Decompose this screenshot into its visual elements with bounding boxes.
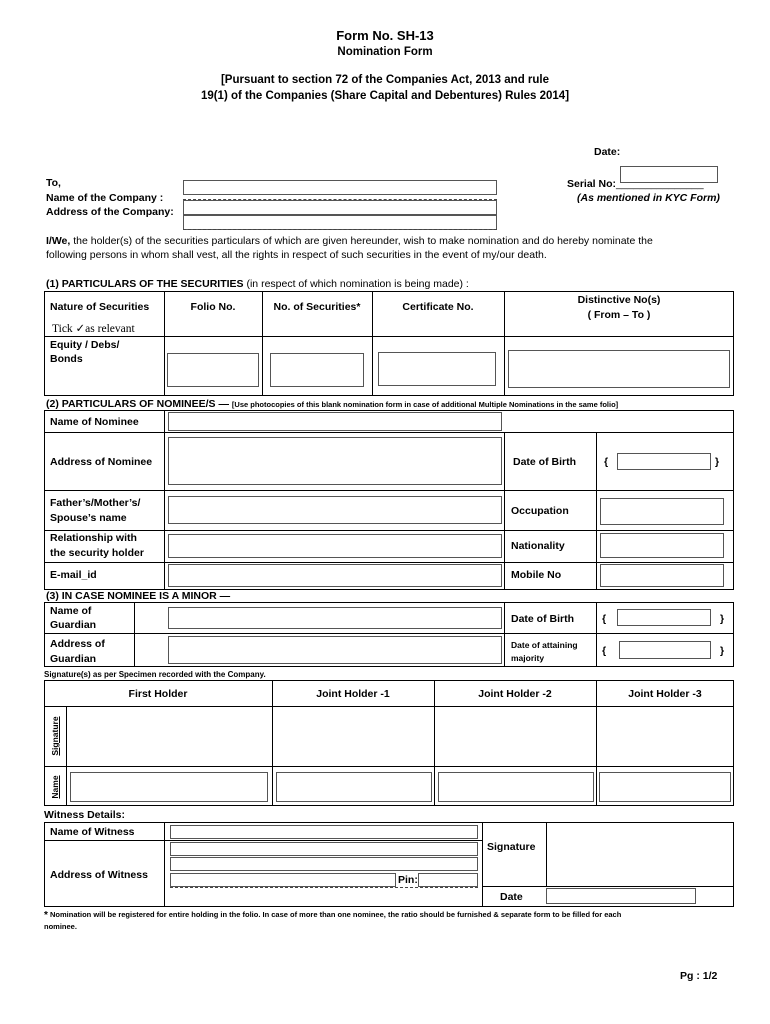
joint-holder-3-header: Joint Holder -3	[628, 688, 702, 700]
minor-mid-divider	[504, 602, 505, 667]
witness-right-divider	[546, 822, 547, 886]
footer-note-text: Nomination will be registered for entire holding in the folio. In case of more than one nominee, the ratio should be furnished & separate form to be filled for each	[47, 910, 622, 919]
nominee-address-label: Address of Nominee	[50, 456, 153, 468]
guardian-name-input[interactable]	[168, 607, 502, 629]
joint-holder-3-name-input[interactable]	[599, 772, 731, 802]
section3-title: (3) IN CASE NOMINEE IS A MINOR —	[46, 590, 231, 602]
section1-title-note: (in respect of which nomination is being made) :	[243, 278, 469, 290]
majority-label-2: majority	[511, 653, 545, 663]
witness-pin-label: Pin:	[398, 874, 418, 886]
signature-name-divider	[44, 766, 734, 767]
nominee-dob-brace-close: }	[715, 456, 720, 468]
guardian-name-label-1: Name of	[50, 605, 92, 617]
witness-signature-label: Signature	[487, 841, 536, 853]
nominee-father-label-1: Father’s/Mother’s/	[50, 497, 141, 509]
nominee-dob-brace-open: {	[604, 456, 609, 468]
nominee-dob-label: Date of Birth	[513, 456, 576, 468]
nominee-nationality-input[interactable]	[600, 533, 724, 558]
intro-line-2: following persons in whom shall vest, all the rights in respect of such securities in the event of my/our death.	[46, 249, 547, 261]
minor-row-divider	[44, 633, 734, 634]
guardian-dob-input[interactable]	[617, 609, 711, 626]
section1-title	[46, 278, 469, 290]
majority-date-input[interactable]	[619, 641, 711, 659]
row-equity-label-2: Bonds	[50, 353, 83, 365]
nominee-father-label-2: Spouse’s name	[50, 512, 127, 524]
footer-note-1	[44, 910, 621, 921]
joint-holder-2-name-input[interactable]	[438, 772, 594, 802]
nominee-mobile-input[interactable]	[600, 564, 724, 587]
nominee-email-input[interactable]	[168, 564, 502, 587]
row-equity-label-1: Equity / Debs/	[50, 339, 120, 351]
signature-side-divider	[66, 706, 67, 806]
witness-address-label: Address of Witness	[50, 869, 148, 881]
guardian-dob-label: Date of Birth	[511, 613, 574, 625]
to-label: To,	[46, 177, 61, 189]
serial-label-text: Serial No:	[567, 178, 617, 190]
nominee-right-divider	[596, 432, 597, 590]
distinctive-nos-input[interactable]	[508, 350, 730, 388]
witness-address-underline	[170, 887, 478, 888]
nominee-row-divider-4	[44, 562, 734, 563]
name-side-label: Name	[50, 775, 60, 799]
witness-name-label: Name of Witness	[50, 826, 135, 838]
guardian-address-label-2: Guardian	[50, 653, 97, 665]
company-address-input-2[interactable]	[183, 215, 497, 230]
witness-date-label: Date	[500, 891, 523, 903]
nominee-mobile-label: Mobile No	[511, 569, 562, 581]
col-distinctive-range: ( From – To )	[587, 309, 651, 321]
nominee-label-divider	[164, 410, 165, 590]
intro-bold: I/We,	[46, 235, 71, 247]
col-folio-no: Folio No.	[190, 301, 236, 313]
witness-address-input-3[interactable]	[170, 873, 396, 887]
section2-note: [Use photocopies of this blank nomination form in case of additional Multiple Nominations in the same folio]	[231, 400, 619, 409]
pursuant-line-1: [Pursuant to section 72 of the Companies Act, 2013 and rule	[220, 74, 550, 86]
nominee-relationship-input[interactable]	[168, 534, 502, 558]
nominee-mid-divider	[504, 432, 505, 590]
col-no-of-securities: No. of Securities*	[273, 301, 361, 313]
col-distinctive-nos: Distinctive No(s)	[577, 294, 661, 306]
nominee-email-label: E-mail_id	[50, 569, 97, 581]
majority-label-1: Date of attaining	[511, 640, 578, 650]
nominee-relationship-label-1: Relationship with	[50, 532, 137, 544]
witness-title: Witness Details:	[44, 809, 126, 821]
guardian-dob-brace-close: }	[720, 613, 725, 625]
majority-brace-close: }	[720, 645, 725, 657]
witness-label-divider	[164, 822, 165, 907]
securities-nature-divider	[44, 336, 164, 337]
date-label: Date:	[594, 146, 621, 158]
folio-no-input[interactable]	[167, 353, 259, 387]
intro-line-1-text: the holder(s) of the securities particulars of which are given hereunder, wish to make nomination and do hereby nominate the	[70, 235, 653, 247]
company-address-label: Address of the Company:	[46, 206, 174, 218]
footer-note-2: nominee.	[44, 922, 77, 931]
nominee-relationship-label-2: the security holder	[50, 547, 144, 559]
witness-name-input[interactable]	[170, 825, 478, 839]
witness-mid-divider	[482, 822, 483, 907]
serial-label	[567, 178, 704, 190]
minor-label-divider	[134, 602, 135, 667]
nominee-dob-input[interactable]	[617, 453, 711, 470]
nominee-row-divider-3	[44, 530, 734, 531]
guardian-name-label-2: Guardian	[50, 619, 97, 631]
joint-holder-2-header: Joint Holder -2	[478, 688, 552, 700]
minor-right-divider	[596, 602, 597, 667]
witness-date-divider	[482, 886, 734, 887]
col-nature-of-securities: Nature of Securities	[50, 301, 150, 313]
witness-address-input-2[interactable]	[170, 857, 478, 871]
nominee-name-label: Name of Nominee	[50, 416, 139, 428]
majority-brace-open: {	[602, 645, 607, 657]
company-address-underline	[183, 229, 497, 230]
first-holder-name-input[interactable]	[70, 772, 268, 802]
form-title: Nomination Form	[337, 46, 433, 58]
first-holder-header: First Holder	[128, 688, 188, 700]
no-of-securities-input[interactable]	[270, 353, 364, 387]
company-name-input[interactable]	[183, 180, 497, 195]
footer-asterisk: *	[44, 910, 48, 921]
guardian-address-label-1: Address of	[50, 638, 105, 650]
joint-holder-1-name-input[interactable]	[276, 772, 432, 802]
nominee-occupation-label: Occupation	[511, 505, 569, 517]
securities-header-divider	[164, 336, 734, 337]
signature-side-label: Signature	[50, 716, 60, 756]
section1-title-bold: (1) PARTICULARS OF THE SECURITIES	[46, 278, 244, 290]
col-certificate-no: Certificate No.	[402, 301, 474, 313]
witness-pin-input[interactable]	[418, 873, 478, 887]
nominee-occupation-input[interactable]	[600, 498, 724, 525]
certificate-no-input[interactable]	[378, 352, 496, 386]
section2-title	[46, 398, 618, 410]
company-address-input-1[interactable]	[183, 200, 497, 215]
form-number: Form No. SH-13	[336, 28, 434, 43]
guardian-address-input[interactable]	[168, 636, 502, 664]
section2-title-bold: (2) PARTICULARS OF NOMINEE/S —	[46, 398, 232, 410]
witness-address-input-1[interactable]	[170, 842, 478, 856]
nominee-nationality-label: Nationality	[511, 540, 565, 552]
signature-note: Signature(s) as per Specimen recorded with the Company.	[44, 670, 266, 679]
kyc-note: (As mentioned in KYC Form)	[577, 192, 720, 204]
page-number: Pg : 1/2	[680, 970, 718, 982]
company-name-label: Name of the Company :	[46, 192, 164, 204]
nominee-name-input[interactable]	[168, 412, 502, 431]
signature-header-divider	[44, 706, 734, 707]
pursuant-line-2: 19(1) of the Companies (Share Capital and Debentures) Rules 2014]	[200, 90, 570, 102]
witness-row-divider	[44, 840, 482, 841]
tick-note: Tick ✓as relevant	[52, 323, 135, 335]
guardian-dob-brace-open: {	[602, 613, 607, 625]
intro-line-1	[46, 235, 653, 247]
nominee-row-divider-2	[44, 490, 734, 491]
nominee-row-divider-1	[44, 432, 734, 433]
joint-holder-1-header: Joint Holder -1	[316, 688, 390, 700]
witness-date-input[interactable]	[546, 888, 696, 904]
nominee-address-input[interactable]	[168, 437, 502, 485]
nominee-father-input[interactable]	[168, 496, 502, 524]
serial-underline: _______________	[616, 178, 704, 190]
